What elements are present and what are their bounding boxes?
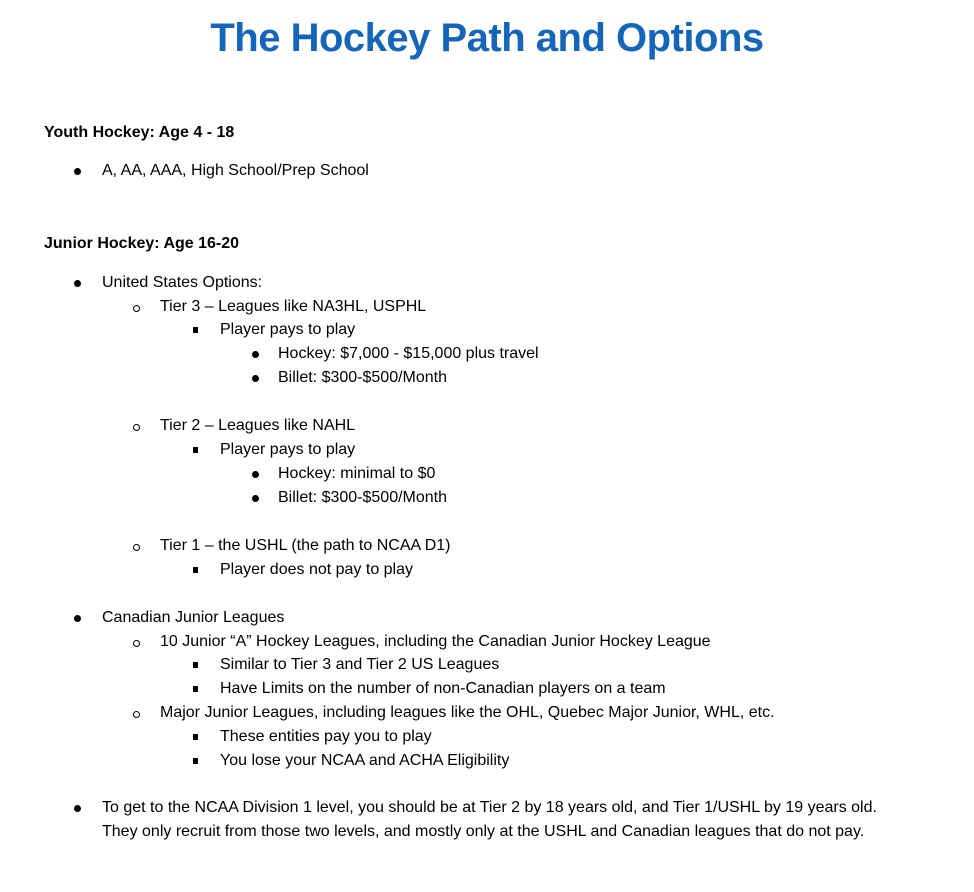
bullet-square-icon [193, 734, 198, 740]
bullet-square-icon [193, 567, 198, 573]
list-item: Player pays to play [220, 441, 356, 458]
bullet-square-icon [193, 686, 198, 692]
list-item: You lose your NCAA and ACHA Eligibility [220, 752, 510, 769]
list-item: Hockey: minimal to $0 [278, 465, 436, 482]
bullet-dot-icon [252, 471, 259, 478]
list-item: Player does not pay to play [220, 561, 414, 578]
list-item: 10 Junior “A” Hockey Leagues, including the Canadian Junior Hockey League [160, 633, 711, 650]
bullet-square-icon [193, 662, 198, 668]
bullet-square-icon [193, 758, 198, 764]
bullet-circle-icon [133, 424, 140, 431]
bullet-circle-icon [133, 544, 140, 551]
list-item: Similar to Tier 3 and Tier 2 US Leagues [220, 656, 500, 673]
list-item: Tier 1 – the USHL (the path to NCAA D1) [160, 537, 451, 554]
list-item: Canadian Junior Leagues [102, 609, 285, 626]
bullet-dot-icon [74, 805, 81, 812]
list-item: A, AA, AAA, High School/Prep School [102, 162, 369, 179]
bullet-square-icon [193, 327, 198, 333]
bullet-dot-icon [74, 168, 81, 175]
bullet-square-icon [193, 447, 198, 453]
list-item: Tier 2 – Leagues like NAHL [160, 417, 356, 434]
bullet-dot-icon [252, 375, 259, 382]
section-heading-youth: Youth Hockey: Age 4 - 18 [44, 124, 235, 141]
list-item: Billet: $300-$500/Month [278, 489, 447, 506]
list-item: Player pays to play [220, 321, 356, 338]
list-item: Tier 3 – Leagues like NA3HL, USPHL [160, 298, 427, 315]
list-item-line-1: To get to the NCAA Division 1 level, you should be at Tier 2 by 18 years old, and Tier 1/USHL by 19 years old. [102, 799, 877, 816]
bullet-circle-icon [133, 305, 140, 312]
page-title: The Hockey Path and Options [210, 16, 764, 60]
bullet-dot-icon [252, 351, 259, 358]
bullet-circle-icon [133, 711, 140, 718]
list-item: United States Options: [102, 274, 263, 291]
list-item: Have Limits on the number of non-Canadian players on a team [220, 680, 666, 697]
bullet-dot-icon [252, 495, 259, 502]
list-item: These entities pay you to play [220, 728, 432, 745]
bullet-dot-icon [74, 615, 81, 622]
section-heading-junior: Junior Hockey: Age 16-20 [44, 235, 240, 252]
list-item: Major Junior Leagues, including leagues like the OHL, Quebec Major Junior, WHL, etc. [160, 704, 775, 721]
list-item: Hockey: $7,000 - $15,000 plus travel [278, 345, 539, 362]
list-item: Billet: $300-$500/Month [278, 369, 447, 386]
bullet-dot-icon [74, 280, 81, 287]
list-item-line-2: They only recruit from those two levels, and mostly only at the USHL and Canadian leagues that do not pay. [102, 823, 865, 840]
bullet-circle-icon [133, 640, 140, 647]
